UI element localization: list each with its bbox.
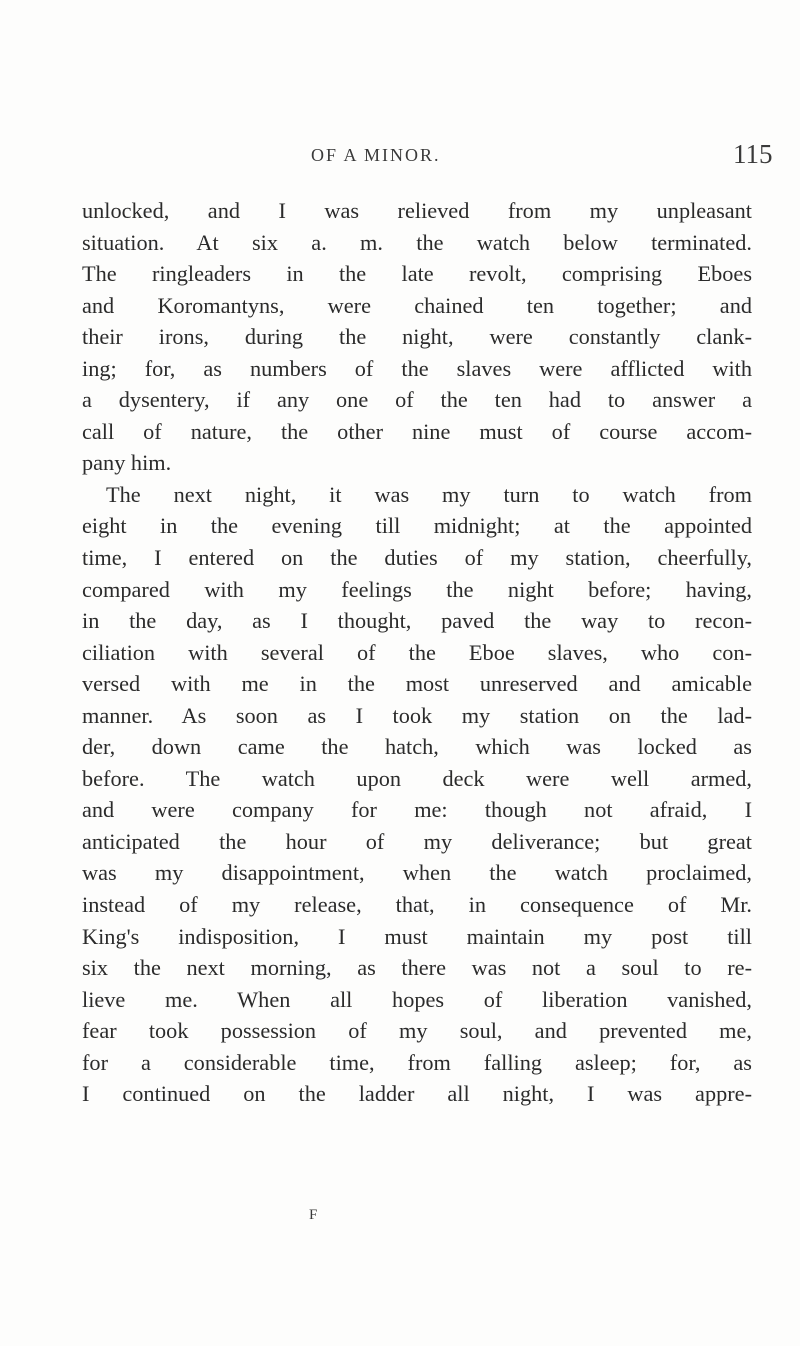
text-line: their irons, during the night, were constantly clank- [82,324,752,350]
text-line: and were company for me: though not afraid, I [82,797,752,823]
text-line: King's indisposition, I must maintain my post till [82,923,752,949]
text-line: pany him. [82,450,172,476]
text-line: manner. As soon as I took my station on the lad- [82,702,752,728]
page-number: 115 [733,139,773,169]
text-line: before. The watch upon deck were well armed, [82,765,752,791]
text-line: was my disappointment, when the watch proclaimed, [82,860,752,886]
text-line: der, down came the hatch, which was locked as [82,734,752,760]
text-line: instead of my release, that, in consequence of Mr. [82,892,752,918]
text-line: ing; for, as numbers of the slaves were afflicted with [82,355,752,381]
text-line: ciliation with several of the Eboe slaves, who con- [82,639,752,665]
running-title: OF A MINOR. [311,145,441,165]
signature-mark: F [309,1207,318,1223]
text-line: in the day, as I thought, paved the way to recon- [82,608,752,634]
text-line: lieve me. When all hopes of liberation vanished, [82,986,752,1012]
text-line: anticipated the hour of my deliverance; but great [82,828,752,854]
text-line: six the next morning, as there was not a soul to re- [82,955,752,981]
text-line: a dysentery, if any one of the ten had to answer a [82,387,752,413]
text-line: fear took possession of my soul, and prevented me, [82,1018,752,1044]
text-line: unlocked, and I was relieved from my unpleasant [82,198,752,223]
text-line: for a considerable time, from falling asleep; for, as [82,1049,752,1075]
body-text [82,195,752,1110]
text-line: call of nature, the other nine must of course accom- [82,418,752,444]
text-line: eight in the evening till midnight; at the appointed [82,513,752,539]
text-line: and Koromantyns, were chained ten together; and [82,292,752,318]
text-line: The ringleaders in the late revolt, comprising Eboes [82,261,752,287]
running-head [0,139,800,175]
text-line: situation. At six a. m. the watch below terminated. [82,229,752,255]
text-line: compared with my feelings the night before; having, [82,576,752,602]
text-line: versed with me in the most unreserved and amicable [82,671,752,697]
text-line: The next night, it was my turn to watch from [106,481,752,507]
text-line: I continued on the ladder all night, I was appre- [82,1081,752,1107]
text-line: time, I entered on the duties of my station, cheerfully, [82,545,752,571]
